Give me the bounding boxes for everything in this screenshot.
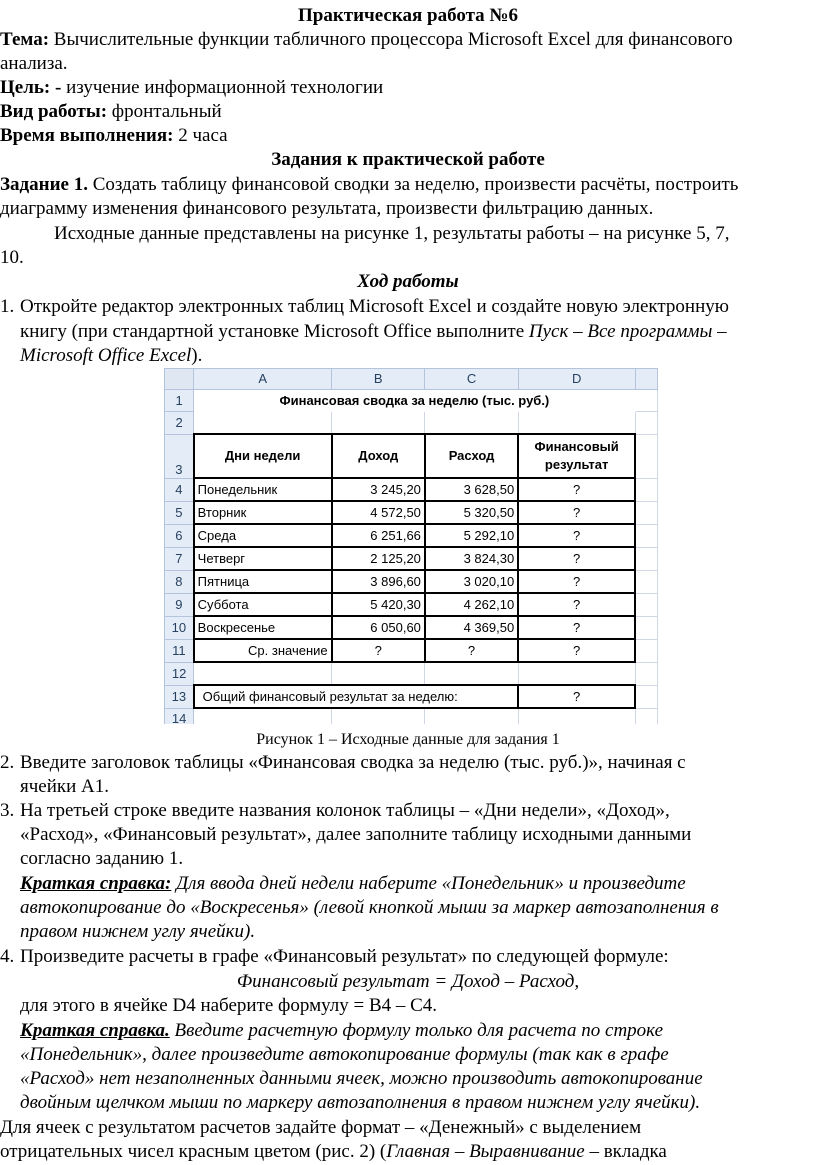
expense-cell: 3 628,50 <box>425 478 518 501</box>
header-cell-days: Дни недели <box>194 434 332 478</box>
empty-cell <box>332 662 425 685</box>
empty-cell <box>194 708 332 724</box>
topic-line: Тема: Вычислительные функции табличного процессора Microsoft Excel для финансового <box>0 29 733 50</box>
empty-cell <box>425 662 518 685</box>
income-cell: 6 251,66 <box>332 524 425 547</box>
page-title: Практическая работа №6 <box>297 5 519 26</box>
tail-line1: Для ячеек с результатом расчетов задайте формат – «Денежный» с выделением <box>0 1117 642 1138</box>
step1-number: 1. <box>0 296 15 317</box>
total-value-cell: ? <box>518 685 635 708</box>
goal-line: Цель: - изучение информационной технологии <box>0 77 384 98</box>
column-header-e <box>635 369 657 390</box>
income-cell: 2 125,20 <box>332 547 425 570</box>
step4-formula: Финансовый результат = Доход – Расход, <box>236 971 580 992</box>
step4-note-line4: двойным щелчком мыши по маркеру автозаполнения в правом нижнем углу ячейки). <box>20 1092 701 1113</box>
step3-note-line1: Краткая справка: Для ввода дней недели наберите «Понедельник» и произведите <box>20 873 686 894</box>
income-cell: 3 896,60 <box>332 570 425 593</box>
result-cell: ? <box>518 547 635 570</box>
expense-cell: 5 292,10 <box>425 524 518 547</box>
day-cell: Воскресенье <box>194 616 332 639</box>
figure-caption: Рисунок 1 – Исходные данные для задания 1 <box>256 731 560 748</box>
result-cell: ? <box>518 570 635 593</box>
row-header-2: 2 <box>165 412 194 435</box>
empty-cell <box>635 434 657 478</box>
empty-cell <box>635 708 657 724</box>
column-header-c: C <box>425 369 518 390</box>
step4-note-line2: «Понедельник», далее произведите автокопирование формулы (так как в графе <box>20 1044 669 1065</box>
tail-line2: отрицательных чисел красным цветом (рис. 2) (Главная – Выравнивание – вкладка <box>0 1141 667 1162</box>
empty-cell <box>518 708 635 724</box>
sheet-title-cell: Финансовая сводка за неделю (тыс. руб.) <box>194 390 635 412</box>
empty-cell <box>425 708 518 724</box>
income-cell: 3 245,20 <box>332 478 425 501</box>
spreadsheet-figure <box>164 368 658 724</box>
avg-result-cell: ? <box>518 639 635 662</box>
result-cell: ? <box>518 478 635 501</box>
step2-number: 2. <box>0 752 15 773</box>
step1-line2: книгу (при стандартной установке Microsoft Office выполните Пуск – Все программы – <box>20 321 727 342</box>
empty-cell <box>425 412 518 435</box>
row-header-4: 4 <box>165 478 194 501</box>
header-cell-expense: Расход <box>425 434 518 478</box>
income-cell: 4 572,50 <box>332 501 425 524</box>
empty-cell <box>635 524 657 547</box>
task1-line2: диаграмму изменения финансового результата, произвести фильтрацию данных. <box>0 198 654 219</box>
row-header-10: 10 <box>165 616 194 639</box>
empty-cell <box>635 570 657 593</box>
task1-line3: Исходные данные представлены на рисунке 1, результаты работы – на рисунке 5, 7, <box>54 223 730 244</box>
day-cell: Понедельник <box>194 478 332 501</box>
column-header-b: B <box>332 369 425 390</box>
step4-number: 4. <box>0 946 15 967</box>
row-header-12: 12 <box>165 662 194 685</box>
empty-cell <box>518 662 635 685</box>
empty-cell <box>635 685 657 708</box>
empty-cell <box>635 662 657 685</box>
step3-note-line2: автокопирование до «Воскресенья» (левой кнопкой мыши за маркер автозаполнения в <box>20 897 719 918</box>
row-header-9: 9 <box>165 593 194 616</box>
row-header-7: 7 <box>165 547 194 570</box>
empty-cell <box>635 547 657 570</box>
row-header-14: 14 <box>165 708 194 724</box>
empty-cell <box>635 593 657 616</box>
column-header-d: D <box>518 369 635 390</box>
result-cell: ? <box>518 616 635 639</box>
step3-line2: «Расход», «Финансовый результат», далее заполните таблицу исходными данными <box>20 824 692 845</box>
workflow-heading: Ход работы <box>357 271 459 292</box>
step4-line2: для этого в ячейке D4 наберите формулу = B4 – C4. <box>20 995 438 1016</box>
task1-line1: Задание 1. Создать таблицу финансовой сводки за неделю, произвести расчёты, построить <box>0 174 739 195</box>
empty-cell <box>332 708 425 724</box>
row-header-8: 8 <box>165 570 194 593</box>
empty-cell <box>194 412 332 435</box>
avg-label-cell: Ср. значение <box>194 639 332 662</box>
step3-line3: согласно заданию 1. <box>20 848 184 869</box>
step1-line1: Откройте редактор электронных таблиц Microsoft Excel и создайте новую электронную <box>20 296 729 317</box>
step4-note-line1: Краткая справка. Введите расчетную формулу только для расчета по строке <box>20 1020 664 1041</box>
empty-cell <box>518 412 635 435</box>
empty-cell <box>635 639 657 662</box>
topic-line-2: анализа. <box>0 53 68 74</box>
result-cell: ? <box>518 524 635 547</box>
work-type-line: Вид работы: фронтальный <box>0 101 222 122</box>
empty-cell <box>194 662 332 685</box>
row-header-13: 13 <box>165 685 194 708</box>
income-cell: 6 050,60 <box>332 616 425 639</box>
tasks-heading: Задания к практической работе <box>271 149 545 170</box>
result-cell: ? <box>518 593 635 616</box>
expense-cell: 4 262,10 <box>425 593 518 616</box>
row-header-6: 6 <box>165 524 194 547</box>
header-cell-result: Финансовый результат <box>518 434 635 478</box>
empty-cell <box>635 478 657 501</box>
day-cell: Вторник <box>194 501 332 524</box>
row-header-11: 11 <box>165 639 194 662</box>
column-header-a: A <box>194 369 332 390</box>
row-header-5: 5 <box>165 501 194 524</box>
empty-cell <box>635 616 657 639</box>
expense-cell: 3 020,10 <box>425 570 518 593</box>
day-cell: Среда <box>194 524 332 547</box>
day-cell: Суббота <box>194 593 332 616</box>
row-header-3: 3 <box>165 434 194 478</box>
avg-income-cell: ? <box>332 639 425 662</box>
expense-cell: 4 369,50 <box>425 616 518 639</box>
step4-line1: Произведите расчеты в графе «Финансовый результат» по следующей формуле: <box>20 946 669 967</box>
total-label-cell: Общий финансовый результат за неделю: <box>194 685 519 708</box>
empty-cell <box>332 412 425 435</box>
empty-cell <box>635 501 657 524</box>
empty-cell <box>635 390 657 412</box>
step4-note-line3: «Расход» нет незаполненных данными ячеек, можно производить автокопирование <box>20 1068 703 1089</box>
time-line: Время выполнения: 2 часа <box>0 125 228 146</box>
expense-cell: 3 824,30 <box>425 547 518 570</box>
day-cell: Пятница <box>194 570 332 593</box>
expense-cell: 5 320,50 <box>425 501 518 524</box>
task1-line4: 10. <box>0 247 24 268</box>
row-header-1: 1 <box>165 390 194 412</box>
empty-cell <box>635 412 657 435</box>
select-all-corner <box>165 369 194 390</box>
avg-expense-cell: ? <box>425 639 518 662</box>
header-cell-income: Доход <box>332 434 425 478</box>
income-cell: 5 420,30 <box>332 593 425 616</box>
result-cell: ? <box>518 501 635 524</box>
day-cell: Четверг <box>194 547 332 570</box>
step3-number: 3. <box>0 800 15 821</box>
step3-line1: На третьей строке введите названия колонок таблицы – «Дни недели», «Доход», <box>20 800 670 821</box>
step3-note-line3: правом нижнем углу ячейки). <box>20 921 256 942</box>
spreadsheet-grid <box>164 368 658 724</box>
step2-line1: Введите заголовок таблицы «Финансовая сводка за неделю (тыс. руб.)», начиная с <box>20 752 686 773</box>
step2-line2: ячейки A1. <box>20 776 110 797</box>
step1-line3: Microsoft Office Excel). <box>20 345 203 366</box>
